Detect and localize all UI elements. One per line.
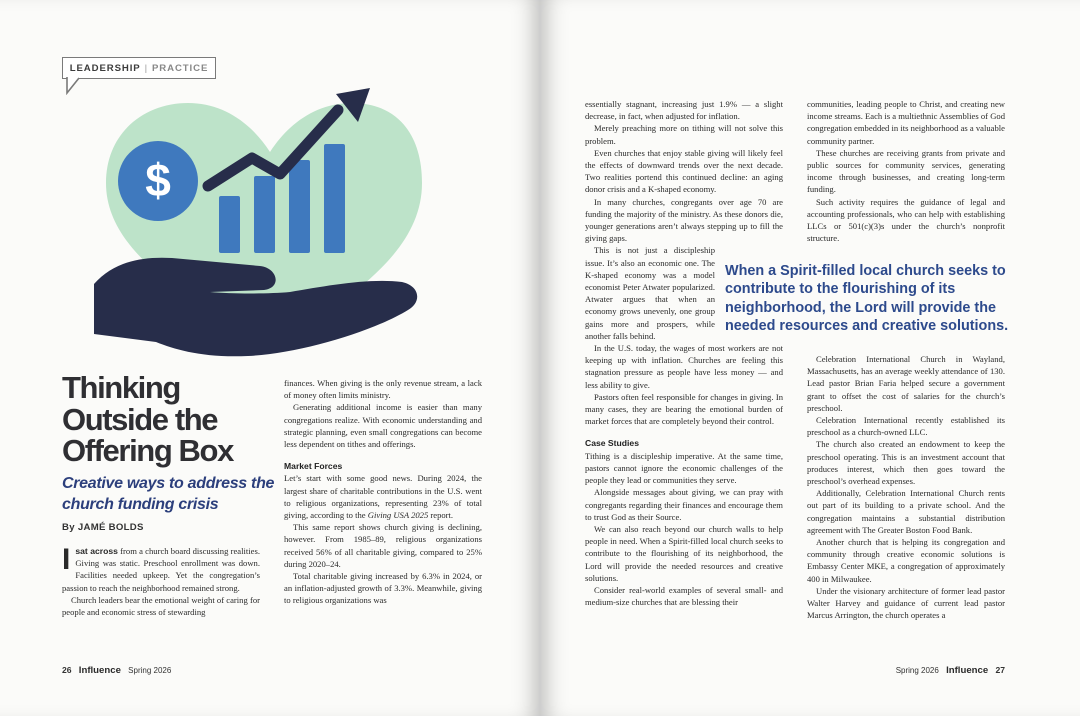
dollar-sign-icon: $ <box>145 154 171 206</box>
paragraph: In many churches, congregants over age 70 are funding the majority of the ministry. As these donors die, younger generations aren’t always stepping up to fill the giving gaps. <box>585 196 783 244</box>
folio-left <box>62 665 171 676</box>
drop-cap: I <box>62 543 71 576</box>
column-4-top <box>807 98 1005 244</box>
paragraph: Church leaders bear the emotional weight of caring for people and economic stress of stewarding <box>62 594 260 618</box>
paragraph: communities, leading people to Christ, and creating new income streams. Each is a multiethnic Assemblies of God congregation embedded in its neighborhood as a valuable community partner. <box>807 99 1005 146</box>
article-title-line-3: Offering Box <box>62 433 233 468</box>
issue-date: Spring 2026 <box>128 666 172 675</box>
byline: By JAMÉ BOLDS <box>62 522 144 533</box>
paragraph: Consider real-world examples of several small- and medium-size churches that are blessing their <box>585 584 783 608</box>
section-tag-practice: PRACTICE <box>152 62 209 74</box>
paragraph: finances. When giving is the only revenue stream, a lack of money often limits ministry. <box>284 378 482 401</box>
right-page <box>540 0 1080 716</box>
chart-bar-2 <box>254 176 275 253</box>
article-title-line-2: Outside the <box>62 401 218 437</box>
paragraph: Tithing is a discipleship imperative. At the same time, pastors cannot ignore the economic challenges of the people they lead or communities they serve. <box>585 450 783 486</box>
paragraph: We can also reach beyond our church walls to help people in need. When a Spirit-filled local church seeks to contribute to the flourishing of its neighborhood, the Lord will provide the needed resources and creative solutions. <box>585 523 783 583</box>
column-1 <box>62 545 260 618</box>
paragraph: This same report shows church giving is declining, however. From 1985–89, religious organizations received 56% of all charitable giving, compared to 25% during 2020–24. <box>284 522 482 569</box>
paragraph: The church also created an endowment to keep the preschool operating. This is an investment account that produces interest, which then goes toward the preschool’s overhead expenses. <box>807 439 1005 487</box>
article-subtitle: Creative ways to address the church funding crisis <box>62 475 275 513</box>
paragraph-text: Let’s start with some good news. During 2024, the largest share of charitable contributions in the U.S. went to religious organizations, representing 23% of total giving, according to the <box>284 473 482 521</box>
section-tag-leadership: LEADERSHIP <box>69 62 141 74</box>
lead-in: sat across <box>75 546 118 556</box>
page-number: 27 <box>995 665 1005 675</box>
paragraph-text: report. <box>428 510 454 521</box>
paragraph <box>284 472 482 521</box>
paragraph: Generating additional income is easier than many congregations realize. With economic understanding and strategic planning, even small congregations can become less dependent on tithes and offerings. <box>284 402 482 450</box>
column-2 <box>284 377 482 607</box>
paragraph: This is not just a discipleship issue. It’s also an economic one. The K-shaped economy was a model economist Peter Atwater popularized. Atwater argues that when an economy grows unevenly, one group gains more and prospers, while another falls behind. <box>585 245 715 341</box>
speech-tail-icon <box>66 77 82 95</box>
paragraph: Under the visionary architecture of former lead pastor Walter Harvey and guidance of current lead pastor Marcus Arrington, the church operates a <box>807 585 1005 621</box>
paragraph: In the U.S. today, the wages of most workers are not keeping up with inflation. Churches are feeling this stagnation pressure as people have less money — and less ability to give. <box>585 343 783 390</box>
section-tag-separator: | <box>144 62 148 74</box>
paragraph: These churches are receiving grants from private and public sources for community services, generating income through businesses, and creating long-term funding. <box>807 147 1005 195</box>
paragraph: Celebration International Church in Wayland, Massachusetts, has an average weekly attendance of 130. Lead pastor Brian Faria helped secure a government grant to offset the cost of salaries for the church’s preschool. <box>807 354 1005 413</box>
paragraph: Such activity requires the guidance of legal and accounting professionals, who can help with establishing LLCs or 501(c)(3)s under the church’s nonprofit structure. <box>807 196 1005 244</box>
paragraph: Celebration International recently established its preschool as a church-owned LLC. <box>807 415 1005 438</box>
article-title-line-1: Thinking <box>62 370 180 405</box>
publication-title: Giving USA 2025 <box>367 510 429 521</box>
column-3 <box>585 98 783 608</box>
money-growth-in-hand-icon <box>92 88 432 383</box>
subhead-market-forces: Market Forces <box>284 461 343 472</box>
issue-date: Spring 2026 <box>895 666 939 675</box>
opening-paragraph-text: from a church board discussing realities. Giving was static. Preschool enrollment was down. Facilities needed upkeep. Yet the congregation’s passion to reach the neighborhood remained strong. <box>62 546 260 593</box>
chart-bar-1 <box>219 196 240 253</box>
paragraph: Alongside messages about giving, we can pray with congregants regarding their finances and encourage them to trust God as their Source. <box>585 487 783 522</box>
column-4-bottom <box>807 353 1005 621</box>
pull-quote: When a Spirit-filled local church seeks to contribute to the flourishing of its neighborhood, the Lord will provide the needed resources and creative solutions. <box>725 263 1009 335</box>
paragraph: Another church that is helping its congregation and community through creative economic solutions is Embassy Center MKE, a congregation of approximately 400 in Milwaukee. <box>807 537 1005 584</box>
paragraph: essentially stagnant, increasing just 1.9% — a slight decrease, in fact, when adjusted for inflation. <box>585 99 783 122</box>
paragraph: Even churches that enjoy stable giving will likely feel the effects of downward trends over the next decade. Two realities portend this continued decline: an aging donor crisis and a K-shaped economy. <box>585 147 783 195</box>
paragraph: Total charitable giving increased by 6.3% in 2024, or an inflation-adjusted growth of 3.3%. Meanwhile, giving to religious organizations was <box>284 571 482 606</box>
folio-right <box>896 665 1005 676</box>
page-number: 26 <box>62 665 72 675</box>
article-title <box>62 372 292 467</box>
paragraph: Merely preaching more on tithing will not solve this problem. <box>585 123 783 146</box>
opening-paragraph <box>62 545 260 594</box>
magazine-brand: Influence <box>946 665 989 676</box>
paragraph: Pastors often feel responsible for changes in giving. In many cases, they are bearing the emotional burden of market forces that are completely beyond their control. <box>585 391 783 427</box>
section-tag <box>62 57 216 79</box>
chart-bar-3 <box>289 160 310 253</box>
paragraph: Additionally, Celebration International Church rents out part of its building to a private school. And the congregation maintains a substantial distribution agreement with The Greater Boston Food Bank. <box>807 488 1005 535</box>
magazine-brand: Influence <box>78 665 121 676</box>
chart-bar-4 <box>324 144 345 253</box>
subhead-case-studies: Case Studies <box>585 438 639 449</box>
